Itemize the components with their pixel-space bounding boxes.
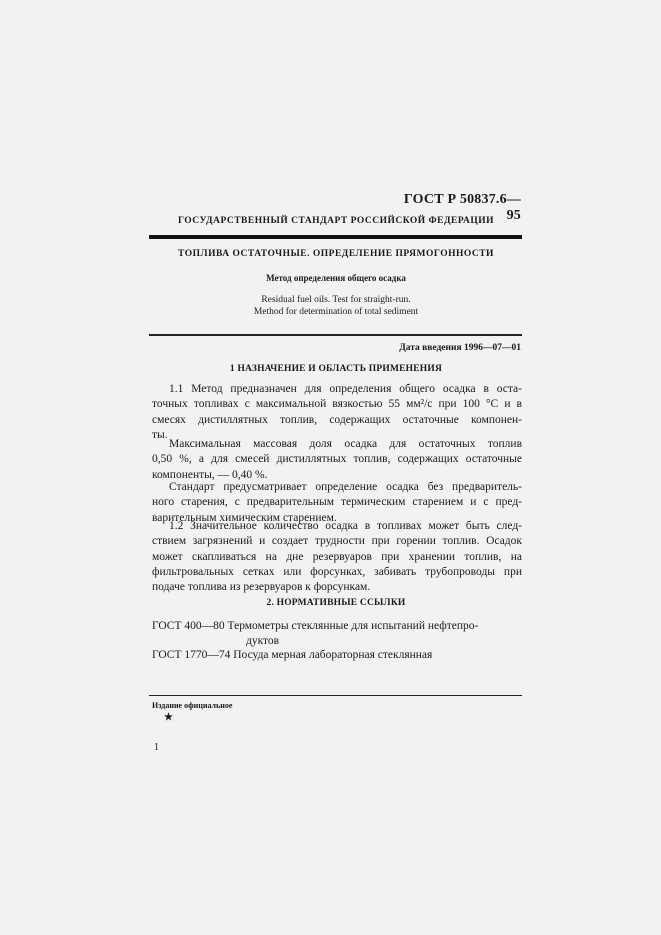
text-line: ствием загрязнений и создает трудности при горении топлив. Осадок [152, 535, 522, 548]
reference-continuation: дуктов [246, 635, 280, 648]
english-title [150, 294, 522, 318]
text-line: компоненты, — 0,40 %. [152, 468, 268, 481]
title-rule [149, 334, 522, 336]
text-line: фильтровальных сетках или форсунках, забивать трубопроводы при [152, 565, 522, 578]
text-line: ного старения, с предварительным термическим старением и с пред- [152, 496, 522, 509]
text-line: варительным химическим старением. [152, 511, 337, 524]
text-line: смесях дистиллятных топлив, содержащих остаточные компонен- [152, 413, 522, 426]
reference-line: ГОСТ 1770—74 Посуда мерная лабораторная стеклянная [152, 649, 433, 661]
text-line: Стандарт предусматривает определение осадка без предваритель- [169, 481, 522, 493]
paragraph-max-sediment [152, 437, 522, 483]
introduction-date: Дата введения 1996—07—01 [399, 343, 521, 353]
english-title-line: Residual fuel oils. Test for straight-run. [261, 295, 411, 305]
page-number: 1 [154, 742, 159, 753]
reference-line: ГОСТ 400—80 Термометры стеклянные для испытаний нефтепро- [152, 620, 479, 632]
text-line: Максимальная массовая доля осадка для остаточных топлив [169, 438, 522, 450]
section-2-heading: 2. НОРМАТИВНЫЕ ССЫЛКИ [266, 598, 406, 608]
text-line: точных топливах с максимальной вязкостью 55 мм²/с при 100 °С и в [152, 398, 522, 411]
star-icon: ★ [164, 712, 173, 723]
standard-number: ГОСТ Р 50837.6—95 [403, 192, 521, 223]
text-line: подаче топлива из резервуаров к форсункам. [152, 581, 371, 594]
text-line: 1.2 Значительное количество осадка в топливах может быть след- [169, 520, 522, 532]
reference-gost-400 [152, 619, 522, 650]
text-line: 1.1 Метод предназначен для определения общего осадка в оста- [169, 383, 522, 395]
text-line: 0,50 %, а для смесей дистиллятных топлив, содержащих остаточные [152, 453, 522, 466]
paragraph-1-1 [152, 382, 522, 443]
document-title: ТОПЛИВА ОСТАТОЧНЫЕ. ОПРЕДЕЛЕНИЕ ПРЯМОГОННОСТИ [178, 249, 494, 259]
document-subtitle: Метод определения общего осадка [266, 273, 406, 283]
text-line: может скапливаться на дне резервуаров при хранении топлив, на [152, 550, 522, 563]
standard-type-heading: ГОСУДАРСТВЕННЫЙ СТАНДАРТ РОССИЙСКОЙ ФЕДЕРАЦИИ [177, 216, 495, 226]
section-1-heading: 1 НАЗНАЧЕНИЕ И ОБЛАСТЬ ПРИМЕНЕНИЯ [229, 364, 443, 374]
reference-gost-1770 [152, 648, 522, 663]
footer-rule [149, 695, 522, 696]
header-rule [149, 235, 522, 239]
text-line: ты. [152, 428, 168, 441]
edition-label: Издание официальное [152, 701, 233, 710]
paragraph-1-2 [152, 519, 522, 595]
english-title-line: Method for determination of total sediment [253, 307, 419, 317]
